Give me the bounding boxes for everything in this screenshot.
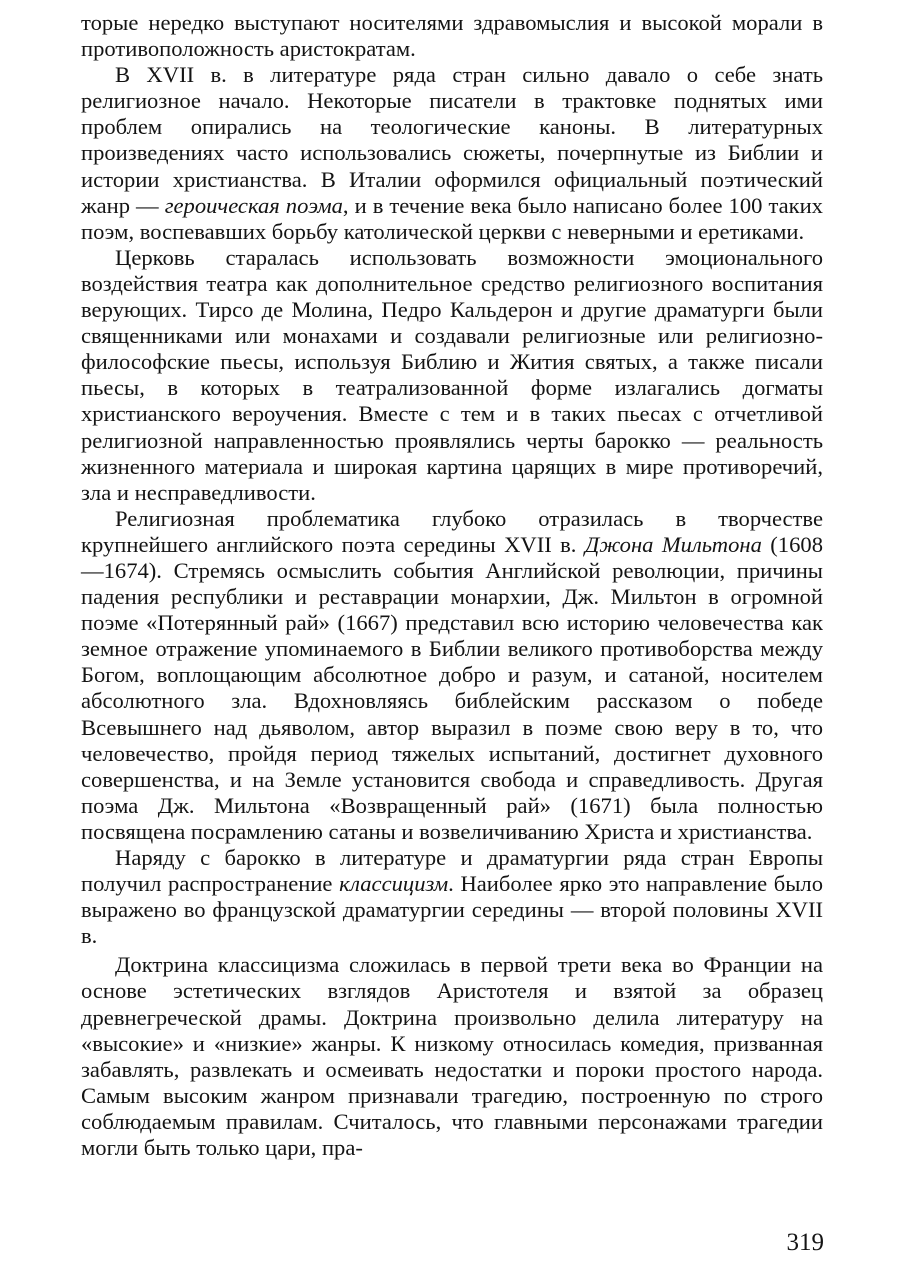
- paragraph-continuation: [81, 10, 823, 62]
- paragraph-text: (1608—1674). Стремясь осмыслить события Английской революции, причины падения республики и реставрации монархии, Дж. Мильтон в огромной поэме «Потерянный рай» (1667) представил всю историю человечества как земное отражение упоминаемого в Библии великого противоборства между Богом, воплощающим абсолютное добро и разум, и сатаной, носителем абсолютного зла. Вдохновляясь библейским рассказом о победе Всевышнего над дьяволом, автор выразил в поэме свою веру в то, что человечество, пройдя период тяжелых испытаний, достигнет духовного совершенства, и на Земле установится свобода и справедливость. Другая поэма Дж. Мильтона «Возвращенный рай» (1671) была полностью посвящена посрамлению сатаны и возвеличиванию Христа и христианства.: [81, 531, 823, 844]
- page-number: 319: [786, 1229, 824, 1256]
- emphasis-name: Джона Мильтона: [584, 531, 762, 557]
- paragraph-text: Церковь старалась использовать возможности эмоционального воздействия театра как дополнительное средство религиозного воспитания верующих. Тирсо де Молина, Педро Кальдерон и другие драматурги были священниками или монахами и создавали религиозные или религиозно-философские пьесы, используя Библию и Жития святых, а также писали пьесы, в которых в театрализованной форме излагались догматы христианского вероучения. Вместе с тем и в таких пьесах с отчетливой религиозной направленностью проявлялись черты барокко — реальность жизненного материала и широкая картина царящих в мире противоречий, зла и несправедливости.: [81, 244, 823, 505]
- emphasis-term: классицизм: [339, 871, 449, 897]
- paragraph-text: Религиозная проблематика глубоко отразилась в творчестве крупнейшего английского поэта середины XVII в.: [81, 505, 823, 557]
- paragraph-text: В XVII в. в литературе ряда стран сильно давало о себе знать религиозное начало. Некоторые писатели в трактовке поднятых ими проблем опирались на теологические каноны. В литературных произведениях часто использовались сюжеты, почерпнутые из Библии и истории христианства. В Италии оформился официальный поэтический жанр —: [81, 62, 823, 218]
- paragraph-religious-literature: [81, 62, 823, 245]
- paragraph-text: . Наиболее ярко это направление было выражено во французской драматургии середины — второй половины XVII в.: [81, 871, 823, 949]
- paragraph-classicism-doctrine: [81, 952, 823, 1161]
- paragraph-text: , и в течение века было написано более 100 таких поэм, воспевавших борьбу католической церкви с неверными и еретиками.: [81, 192, 823, 244]
- paragraph-church-theatre: [81, 245, 823, 506]
- emphasis-term: героическая поэма: [164, 192, 343, 218]
- paragraph-text: Наряду с барокко в литературе и драматургии ряда стран Европы получил распространение: [81, 845, 823, 897]
- page-body: [81, 10, 823, 1161]
- paragraph-text: торые нередко выступают носителями здравомыслия и высокой морали в противоположность аристократам.: [81, 10, 823, 62]
- paragraph-text: Доктрина классицизма сложилась в первой трети века во Франции на основе эстетических взглядов Аристотеля и взятой за образец древнегреческой драмы. Доктрина произвольно делила литературу на «высокие» и «низкие» жанры. К низкому относилась комедия, призванная забавлять, развлекать и осмеивать недостатки и пороки простого народа. Самым высоким жанром признавали трагедию, построенную по строго соблюдаемым правилам. Считалось, что главными персонажами трагедии могли быть только цари, пра-: [81, 952, 823, 1161]
- paragraph-classicism: [81, 845, 823, 949]
- paragraph-milton: [81, 506, 823, 845]
